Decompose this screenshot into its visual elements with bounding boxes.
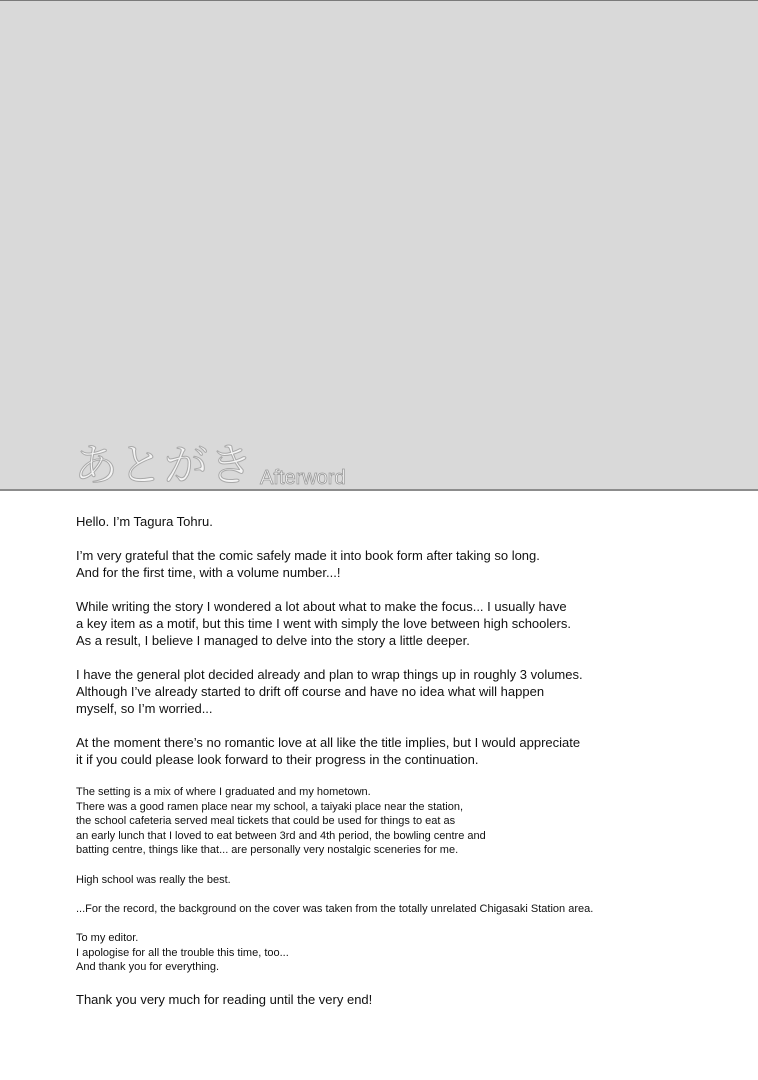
- afterword-text: [76, 513, 716, 1008]
- text-line: the school cafeteria served meal tickets that could be used for things to eat as: [76, 815, 456, 828]
- text-line: I’m very grateful that the comic safely made it into book form after taking so long.: [76, 548, 540, 563]
- title-english: Afterword: [260, 467, 346, 489]
- paragraph-romance: [76, 734, 716, 768]
- paragraph-focus: [76, 598, 716, 649]
- text-line: As a result, I believe I managed to delve into the story a little deeper.: [76, 633, 470, 648]
- greeting: Hello. I’m Tagura Tohru.: [76, 514, 213, 529]
- text-line: it if you could please look forward to their progress in the continuation.: [76, 752, 479, 767]
- paragraph-editor: [76, 931, 716, 975]
- text-line: To my editor.: [76, 931, 139, 944]
- text-line: The setting is a mix of where I graduated and my hometown.: [76, 786, 371, 798]
- closing-line: Thank you very much for reading until the very end!: [76, 991, 373, 1007]
- text-line: And thank you for everything.: [76, 961, 220, 974]
- text-line: There was a good ramen place near my school, a taiyaki place near the station,: [76, 800, 464, 813]
- afterword-title: [74, 436, 346, 492]
- text-line: Although I’ve already started to drift off course and have no idea what will happen: [76, 684, 545, 699]
- text-line: an early lunch that I loved to eat between 3rd and 4th period, the bowling centre and: [76, 829, 486, 842]
- text-line: I have the general plot decided already and plan to wrap things up in roughly 3 volumes.: [76, 667, 583, 682]
- title-japanese: あとがき: [74, 440, 254, 491]
- text-line: I apologise for all the trouble this time, too...: [76, 946, 289, 959]
- text-line: While writing the story I wondered a lot about what to make the focus... I usually have: [76, 599, 567, 614]
- paragraph-setting: [76, 785, 716, 858]
- paragraph-cover-note: ...For the record, the background on the cover was taken from the totally unrelated Chigasaki Station area.: [76, 902, 594, 915]
- paragraph-high-school: High school was really the best.: [76, 873, 231, 886]
- paragraph-plot: [76, 666, 716, 717]
- text-line: At the moment there’s no romantic love at all like the title implies, but I would appreciate: [76, 735, 581, 750]
- text-line: batting centre, things like that... are personally very nostalgic sceneries for me.: [76, 844, 459, 857]
- text-line: a key item as a motif, but this time I went with simply the love between high schoolers.: [76, 616, 571, 631]
- header-band: [0, 0, 758, 491]
- text-line: myself, so I’m worried...: [76, 701, 213, 716]
- paragraph-gratitude: [76, 547, 716, 581]
- text-line: And for the first time, with a volume number...!: [76, 565, 341, 580]
